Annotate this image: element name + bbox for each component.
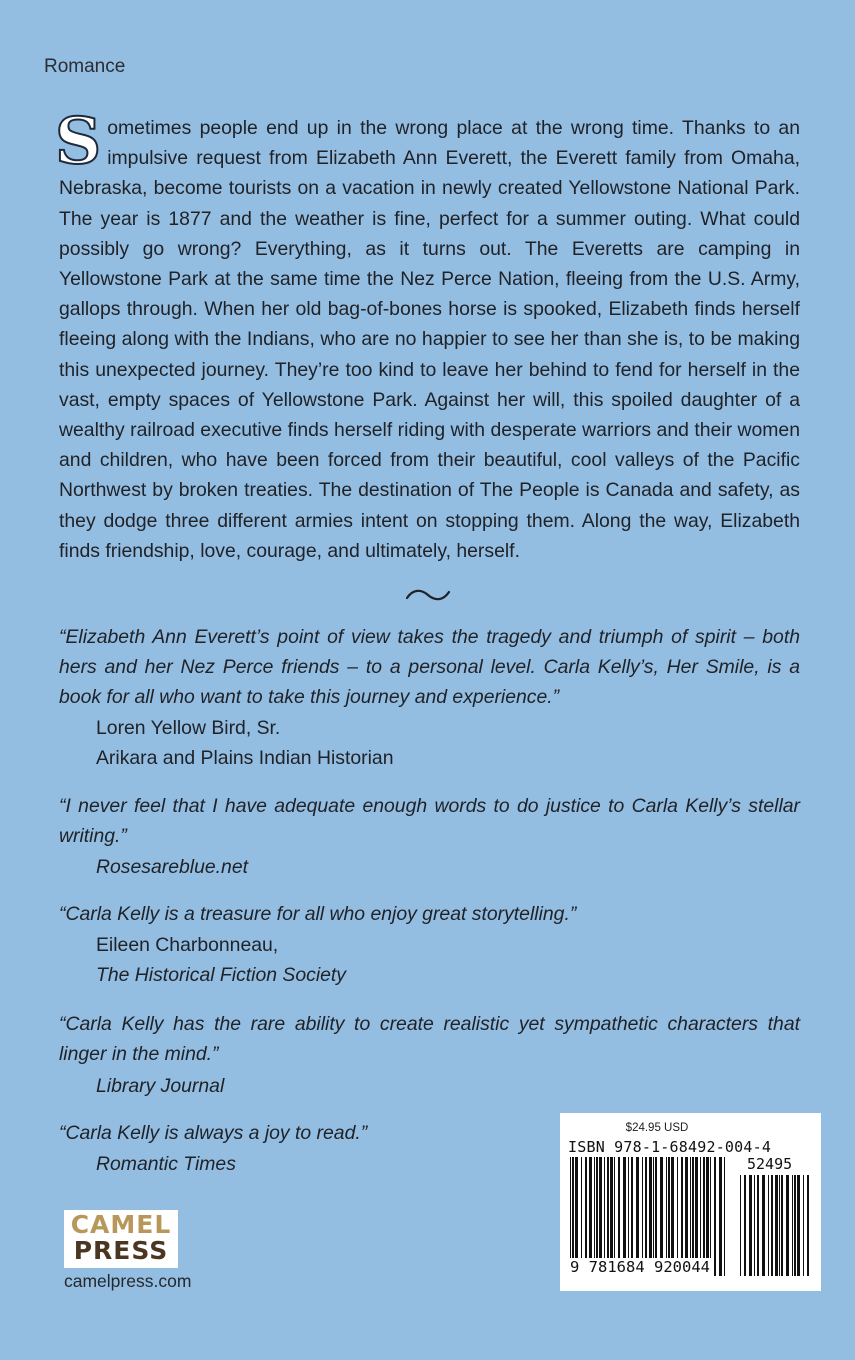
- publisher-logo: [64, 1210, 178, 1268]
- reviewer-source: Rosesareblue.net: [96, 856, 248, 878]
- review-quote-2: “I never feel that I have adequate enough words to do justice to Carla Kelly’s stellar writing.”: [59, 795, 800, 848]
- barcode-block: [560, 1113, 821, 1291]
- review-attribution-3: [96, 930, 346, 990]
- ean-number: 9 781684 920044: [570, 1258, 710, 1276]
- genre-label: Romance: [44, 56, 126, 77]
- logo-line-camel: CAMEL: [70, 1210, 172, 1239]
- publisher-website: camelpress.com: [64, 1271, 192, 1291]
- reviewer-name: Loren Yellow Bird, Sr.: [96, 717, 281, 739]
- reviewer-source: The Historical Fiction Society: [96, 964, 347, 987]
- review-quote-3: “Carla Kelly is a treasure for all who enjoy great storytelling.”: [59, 903, 577, 925]
- price-label: $24.95 USD: [625, 1122, 689, 1134]
- review-attribution-1: [96, 713, 393, 773]
- review-quote-5: “Carla Kelly is always a joy to read.”: [59, 1122, 368, 1144]
- reviewer-name: Eileen Charbonneau,: [96, 934, 279, 956]
- isbn-label: ISBN 978-1-68492-004-4: [568, 1138, 772, 1156]
- review-quote-4: “Carla Kelly has the rare ability to create realistic yet sympathetic characters that linger in the mind.”: [59, 1013, 800, 1066]
- drop-cap: S: [55, 104, 102, 179]
- review-attribution-5: [96, 1149, 236, 1179]
- reviewer-source: Library Journal: [96, 1075, 225, 1097]
- review-attribution-2: [96, 852, 248, 882]
- book-blurb: [55, 104, 800, 566]
- blurb-text: ometimes people end up in the wrong place at the wrong time. Thanks to an impulsive request from Elizabeth Ann Everett, the Everett family from Omaha, Nebraska, become tourists on a vacation in newly created Yellowstone National Park. The year is 1877 and the weather is fine, perfect for a summer outing. What could possibly go wrong? Everything, as it turns out. The Everetts are camping in Yellowstone Park at the same time the Nez Perce Nation, fleeing from the U.S. Army, gallops through. When her old bag-of-bones horse is spooked, Elizabeth finds herself fleeing along with the Indians, who are no happier to see her than she is, to be making this unexpected journey. They’re too kind to leave her behind to fend for herself in the vast, empty spaces of Yellowstone Park. Against her will, this spoiled daughter of a wealthy railroad executive finds herself riding with desperate warriors and their women and children, who have been forced from their beautiful, cool valleys of the Pacific Northwest by broken treaties. The destination of The People is Canada and safety, as they dodge three different armies intent on stopping them. Along the way, Elizabeth finds friendship, love, courage, and ultimately, herself.: [59, 117, 800, 562]
- logo-line-press: PRESS: [73, 1236, 169, 1265]
- review-quote-1: “Elizabeth Ann Everett’s point of view takes the tragedy and triumph of spirit – both hers and her Nez Perce friends – to a personal level. Carla Kelly’s, Her Smile, is a book for all who want to take this journey and experience.”: [59, 626, 800, 709]
- reviewer-title: Arikara and Plains Indian Historian: [96, 747, 394, 770]
- addon-number: 52495: [747, 1155, 793, 1173]
- reviewer-source: Romantic Times: [96, 1153, 236, 1175]
- review-attribution-4: [96, 1071, 224, 1101]
- tilde-swash-ornament-icon: [403, 585, 453, 605]
